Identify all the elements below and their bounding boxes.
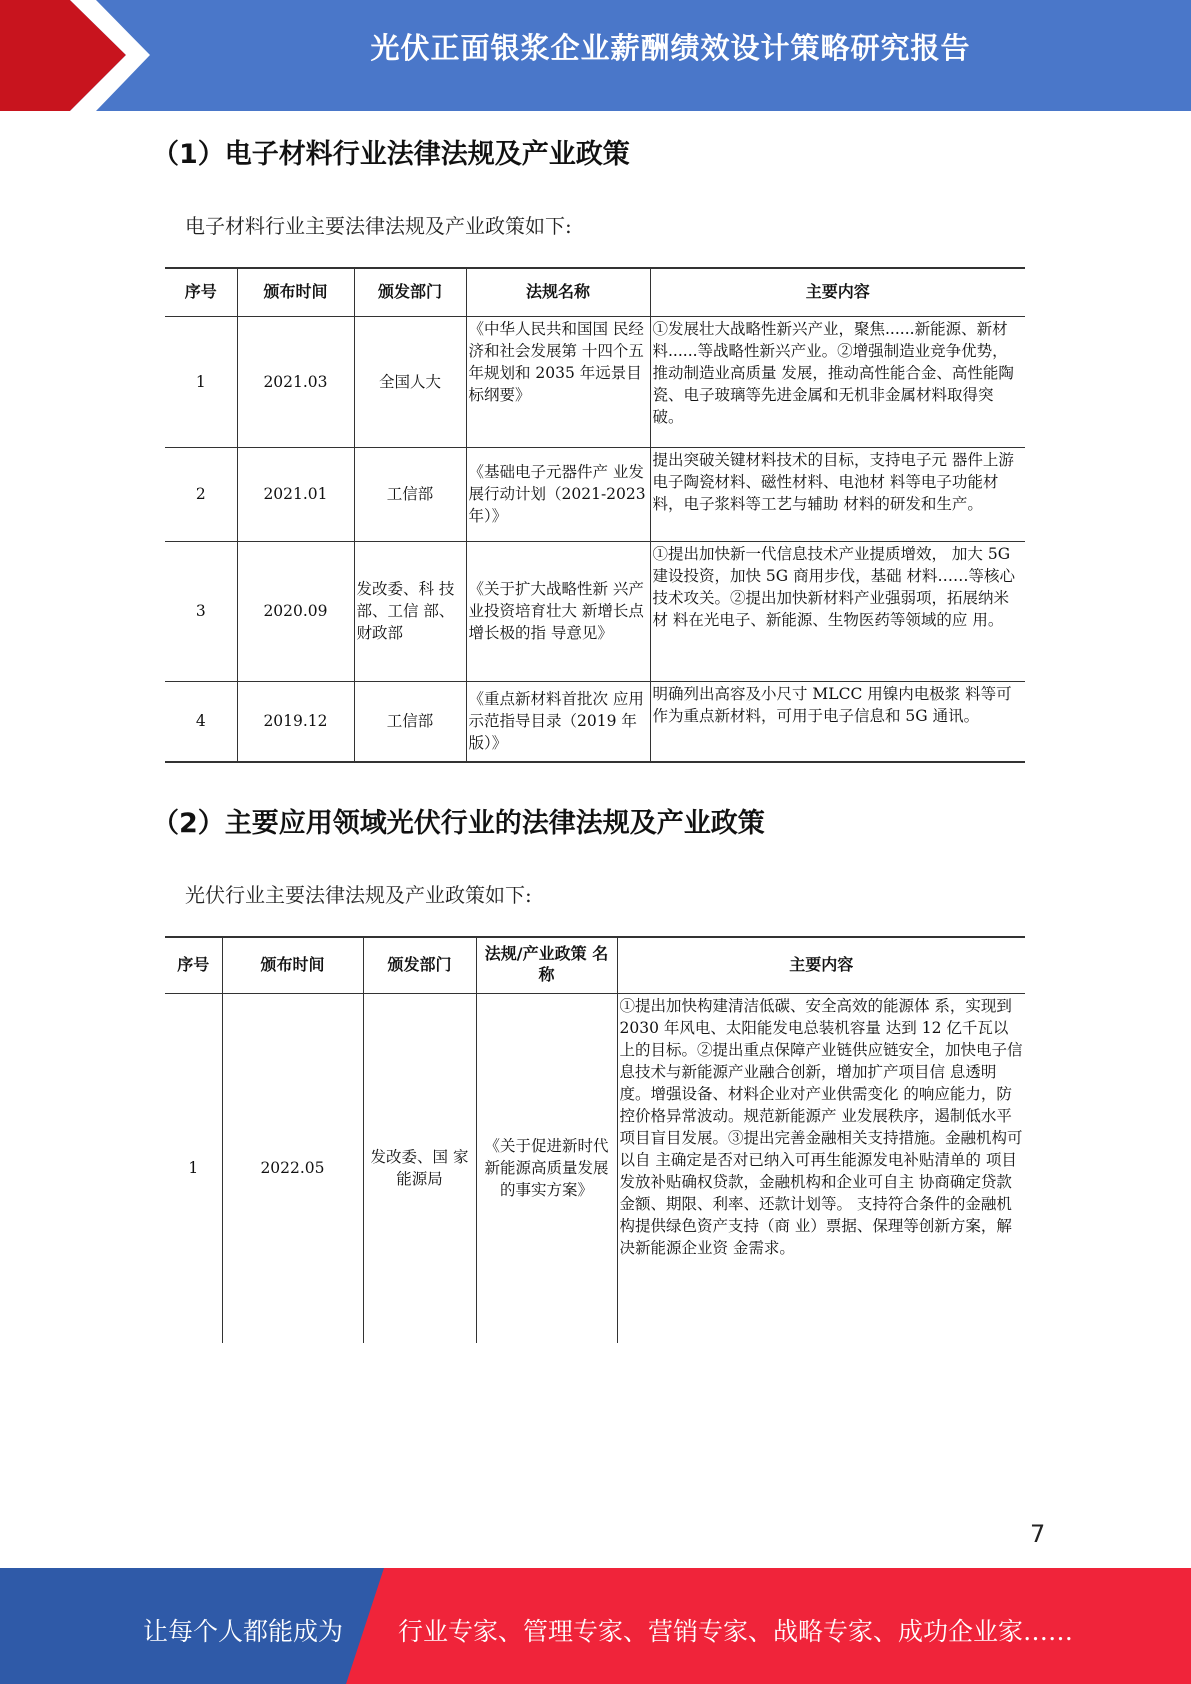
table-row xyxy=(165,316,1025,447)
column-header-dept: 颁发部门 xyxy=(354,268,466,316)
column-header-content: 主要内容 xyxy=(650,268,1025,316)
row-dept: 全国人大 xyxy=(354,316,466,447)
row-dept: 工信部 xyxy=(354,681,466,762)
row-name: 《关于促进新时代新能源高质量发展的事实方案》 xyxy=(476,993,617,1343)
row-dept: 发改委、国 家能源局 xyxy=(363,993,476,1343)
report-title: 光伏正面银浆企业薪酬绩效设计策略研究报告 xyxy=(370,31,971,65)
table-header-row xyxy=(165,268,1025,316)
page-header xyxy=(0,0,1191,111)
section-heading-photovoltaic: （2）主要应用领域光伏行业的法律法规及产业政策 xyxy=(152,808,765,839)
row-name: 《基础电子元器件产 业发展行动计划（2021-2023 年）》 xyxy=(466,447,650,541)
column-header-dept: 颁发部门 xyxy=(363,937,476,993)
row-content: 提出突破关键材料技术的目标，支持电子元 器件上游电子陶瓷材料、磁性材料、电池材 料等电子功能材料，电子浆料等工艺与辅助 材料的研发和生产。 xyxy=(650,447,1025,541)
table-row xyxy=(165,541,1025,681)
row-no: 1 xyxy=(165,316,237,447)
row-no: 2 xyxy=(165,447,237,541)
page-footer xyxy=(0,1568,1191,1684)
row-date: 2021.03 xyxy=(237,316,354,447)
row-content: ①提出加快构建清洁低碳、安全高效的能源体 系，实现到 2030 年风电、太阳能发电总装机容量 达到 12 亿千瓦以上的目标。②提出重点保障产业链供应链安全，加快电子信 息技术与新能源产业融合创新，增加扩产项目信 息透明度。增强设备、材料企业对产业供需变化 的响应能力，防控价格异常波动。规范新能源产 业发展秩序，遏制低水平项目盲目发展。③提出完善金融相关支持措施。金融机构可以自 主确定是否对已纳入可再生能源发电补贴清单的 项目发放补贴确权贷款，金融机构和企业可自主 协商确定贷款金额、期限、利率、还款计划等。 支持符合条件的金融机构提供绿色资产支持（商 业）票据、保理等创新方案，解决新能源企业资 金需求。 xyxy=(617,993,1025,1343)
section-heading-electronic-materials: （1）电子材料行业法律法规及产业政策 xyxy=(152,139,630,170)
table-row xyxy=(165,993,1025,1343)
page-number: 7 xyxy=(1030,1520,1046,1548)
row-content: ①提出加快新一代信息技术产业提质增效， 加大 5G 建设投资，加快 5G 商用步伐，基础 材料……等核心技术攻关。②提出加快新材料产业强弱项，拓展纳米材 料在光电子、新能源、生物医药等领域的应 用。 xyxy=(650,541,1025,681)
header-arrow-decoration xyxy=(0,0,160,111)
row-dept: 发改委、科 技部、工信 部、财政部 xyxy=(354,541,466,681)
row-name: 《中华人民共和国国 民经济和社会发展第 十四个五年规划和 2035 年远景目标纲要》 xyxy=(466,316,650,447)
photovoltaic-policy-table xyxy=(165,936,1025,1343)
table-header-row xyxy=(165,937,1025,993)
electronic-materials-policy-table xyxy=(165,267,1025,763)
row-name: 《关于扩大战略性新 兴产业投资培育壮大 新增长点增长极的指 导意见》 xyxy=(466,541,650,681)
row-no: 1 xyxy=(165,993,222,1343)
column-header-content: 主要内容 xyxy=(617,937,1025,993)
row-date: 2019.12 xyxy=(237,681,354,762)
column-header-name: 法规/产业政策 名称 xyxy=(476,937,617,993)
column-header-date: 颁布时间 xyxy=(222,937,363,993)
column-header-no: 序号 xyxy=(165,937,222,993)
column-header-name: 法规名称 xyxy=(466,268,650,316)
row-name: 《重点新材料首批次 应用示范指导目录（2019 年版）》 xyxy=(466,681,650,762)
row-date: 2020.09 xyxy=(237,541,354,681)
row-date: 2021.01 xyxy=(237,447,354,541)
footer-slogan-right: 行业专家、管理专家、营销专家、战略专家、成功企业家…… xyxy=(398,1617,1074,1646)
column-header-date: 颁布时间 xyxy=(237,268,354,316)
table-row xyxy=(165,681,1025,762)
row-no: 4 xyxy=(165,681,237,762)
section-intro-photovoltaic: 光伏行业主要法律法规及产业政策如下: xyxy=(185,883,532,907)
row-content: 明确列出高容及小尺寸 MLCC 用镍内电极浆 料等可作为重点新材料，可用于电子信息和 5G 通讯。 xyxy=(650,681,1025,762)
row-no: 3 xyxy=(165,541,237,681)
column-header-no: 序号 xyxy=(165,268,237,316)
table-row xyxy=(165,447,1025,541)
footer-slogan-left: 让每个人都能成为 xyxy=(143,1617,344,1646)
row-content: ①发展壮大战略性新兴产业，聚焦......新能源、新材料......等战略性新兴产业。②增强制造业竞争优势，推动制造业高质量 发展，推动高性能合金、高性能陶瓷、电子玻璃等先进金属和无机非金属材料取得突 破。 xyxy=(650,316,1025,447)
row-date: 2022.05 xyxy=(222,993,363,1343)
row-dept: 工信部 xyxy=(354,447,466,541)
section-intro-electronic-materials: 电子材料行业主要法律法规及产业政策如下: xyxy=(185,214,572,238)
